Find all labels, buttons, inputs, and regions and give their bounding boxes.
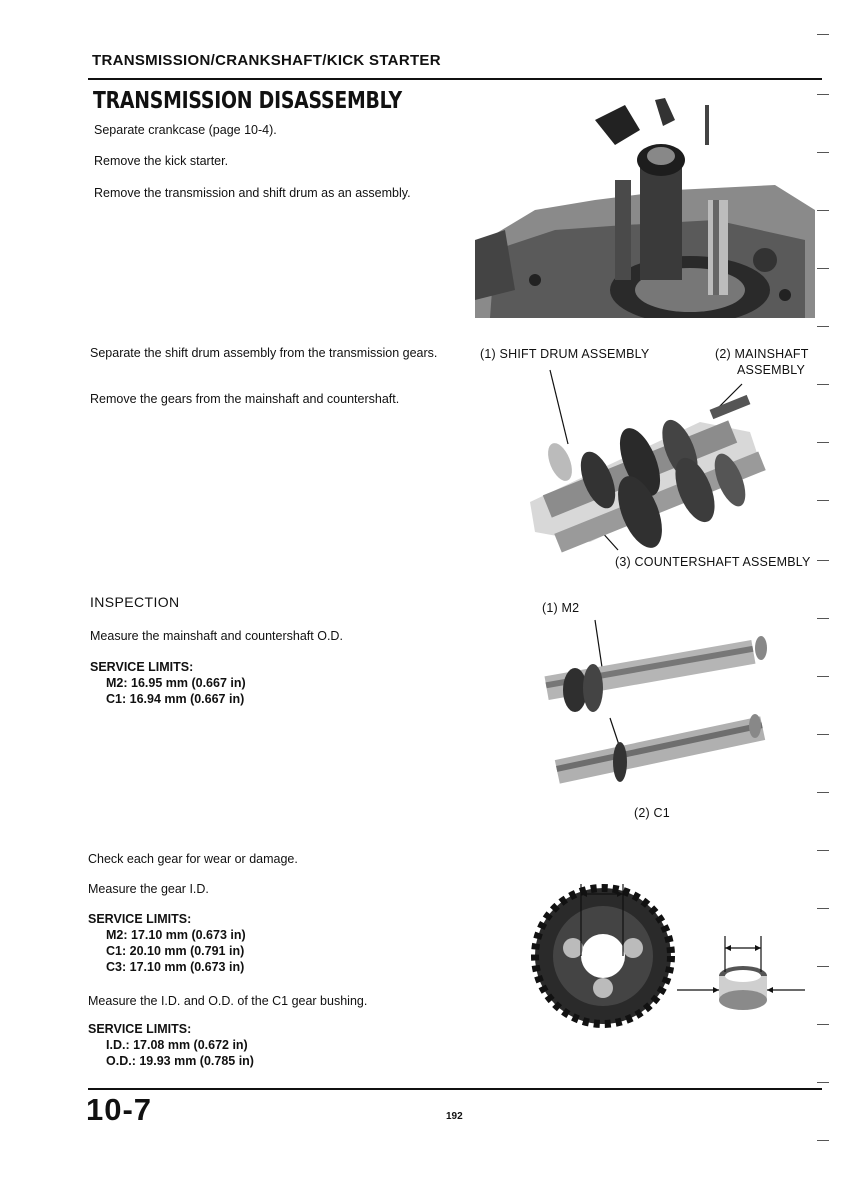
- margin-mark: [817, 850, 829, 851]
- limit-c1-gear: C1: 20.10 mm (0.791 in): [106, 944, 245, 958]
- header-rule: [88, 78, 822, 80]
- margin-mark: [817, 734, 829, 735]
- margin-mark: [817, 500, 829, 501]
- limit-bushing-id: I.D.: 17.08 mm (0.672 in): [106, 1038, 248, 1052]
- margin-mark: [817, 34, 829, 35]
- step-measure-shaft-od: Measure the mainshaft and countershaft O.D.: [90, 629, 343, 643]
- margin-mark: [817, 792, 829, 793]
- limit-m2-gear: M2: 17.10 mm (0.673 in): [106, 928, 246, 942]
- service-limits-label: SERVICE LIMITS:: [90, 660, 194, 674]
- crankcase-photo: [475, 90, 820, 318]
- step-measure-bushing: Measure the I.D. and O.D. of the C1 gear bushing.: [88, 994, 368, 1008]
- margin-mark: [817, 966, 829, 967]
- section-header: TRANSMISSION/CRANKSHAFT/KICK STARTER: [92, 52, 441, 69]
- margin-mark: [817, 442, 829, 443]
- margin-mark: [817, 908, 829, 909]
- label-countershaft-assembly: (3) COUNTERSHAFT ASSEMBLY: [615, 555, 811, 569]
- step-remove-transmission: Remove the transmission and shift drum as an assembly.: [94, 186, 411, 200]
- margin-mark: [817, 384, 829, 385]
- step-measure-gear-id: Measure the gear I.D.: [88, 882, 209, 896]
- step-check-gears: Check each gear for wear or damage.: [88, 852, 298, 866]
- step-remove-gears: Remove the gears from the mainshaft and countershaft.: [90, 392, 400, 406]
- margin-mark: [817, 1082, 829, 1083]
- step-separate-crankcase: Separate crankcase (page 10-4).: [94, 123, 277, 137]
- label-mainshaft-assembly: ASSEMBLY: [737, 363, 806, 377]
- margin-mark: [817, 676, 829, 677]
- label-mainshaft: (2) MAINSHAFT: [715, 347, 809, 361]
- step-remove-kick-starter: Remove the kick starter.: [94, 154, 229, 168]
- limit-c3-gear: C3: 17.10 mm (0.673 in): [106, 960, 245, 974]
- gear-bushing-photo: [515, 878, 815, 1036]
- label-m2: (1) M2: [542, 601, 580, 615]
- page-title: TRANSMISSION DISASSEMBLY: [93, 88, 402, 114]
- margin-mark: [817, 1140, 829, 1141]
- margin-mark: [817, 268, 829, 269]
- label-c1: (2) C1: [634, 806, 670, 820]
- limit-bushing-od: O.D.: 19.93 mm (0.785 in): [106, 1054, 254, 1068]
- margin-mark: [817, 1024, 829, 1025]
- page-number: 10-7: [86, 1092, 153, 1127]
- margin-mark: [817, 326, 829, 327]
- gear-service-limits-label: SERVICE LIMITS:: [88, 912, 192, 926]
- label-shift-drum-assembly: (1) SHIFT DRUM ASSEMBLY: [480, 347, 650, 361]
- shafts-photo: [535, 618, 775, 810]
- inspection-heading: INSPECTION: [90, 594, 180, 610]
- margin-mark: [817, 618, 829, 619]
- margin-mark: [817, 152, 829, 153]
- transmission-assembly-photo: [520, 362, 800, 562]
- margin-mark: [817, 210, 829, 211]
- footer-rule: [88, 1088, 822, 1090]
- bushing-service-limits-label: SERVICE LIMITS:: [88, 1022, 192, 1036]
- limit-m2-shaft: M2: 16.95 mm (0.667 in): [106, 676, 246, 690]
- step-separate-shift-drum: Separate the shift drum assembly from the transmission gears.: [90, 346, 438, 360]
- sheet-number: 192: [446, 1111, 463, 1122]
- limit-c1-shaft: C1: 16.94 mm (0.667 in): [106, 692, 245, 706]
- margin-mark: [817, 560, 829, 561]
- margin-mark: [817, 94, 829, 95]
